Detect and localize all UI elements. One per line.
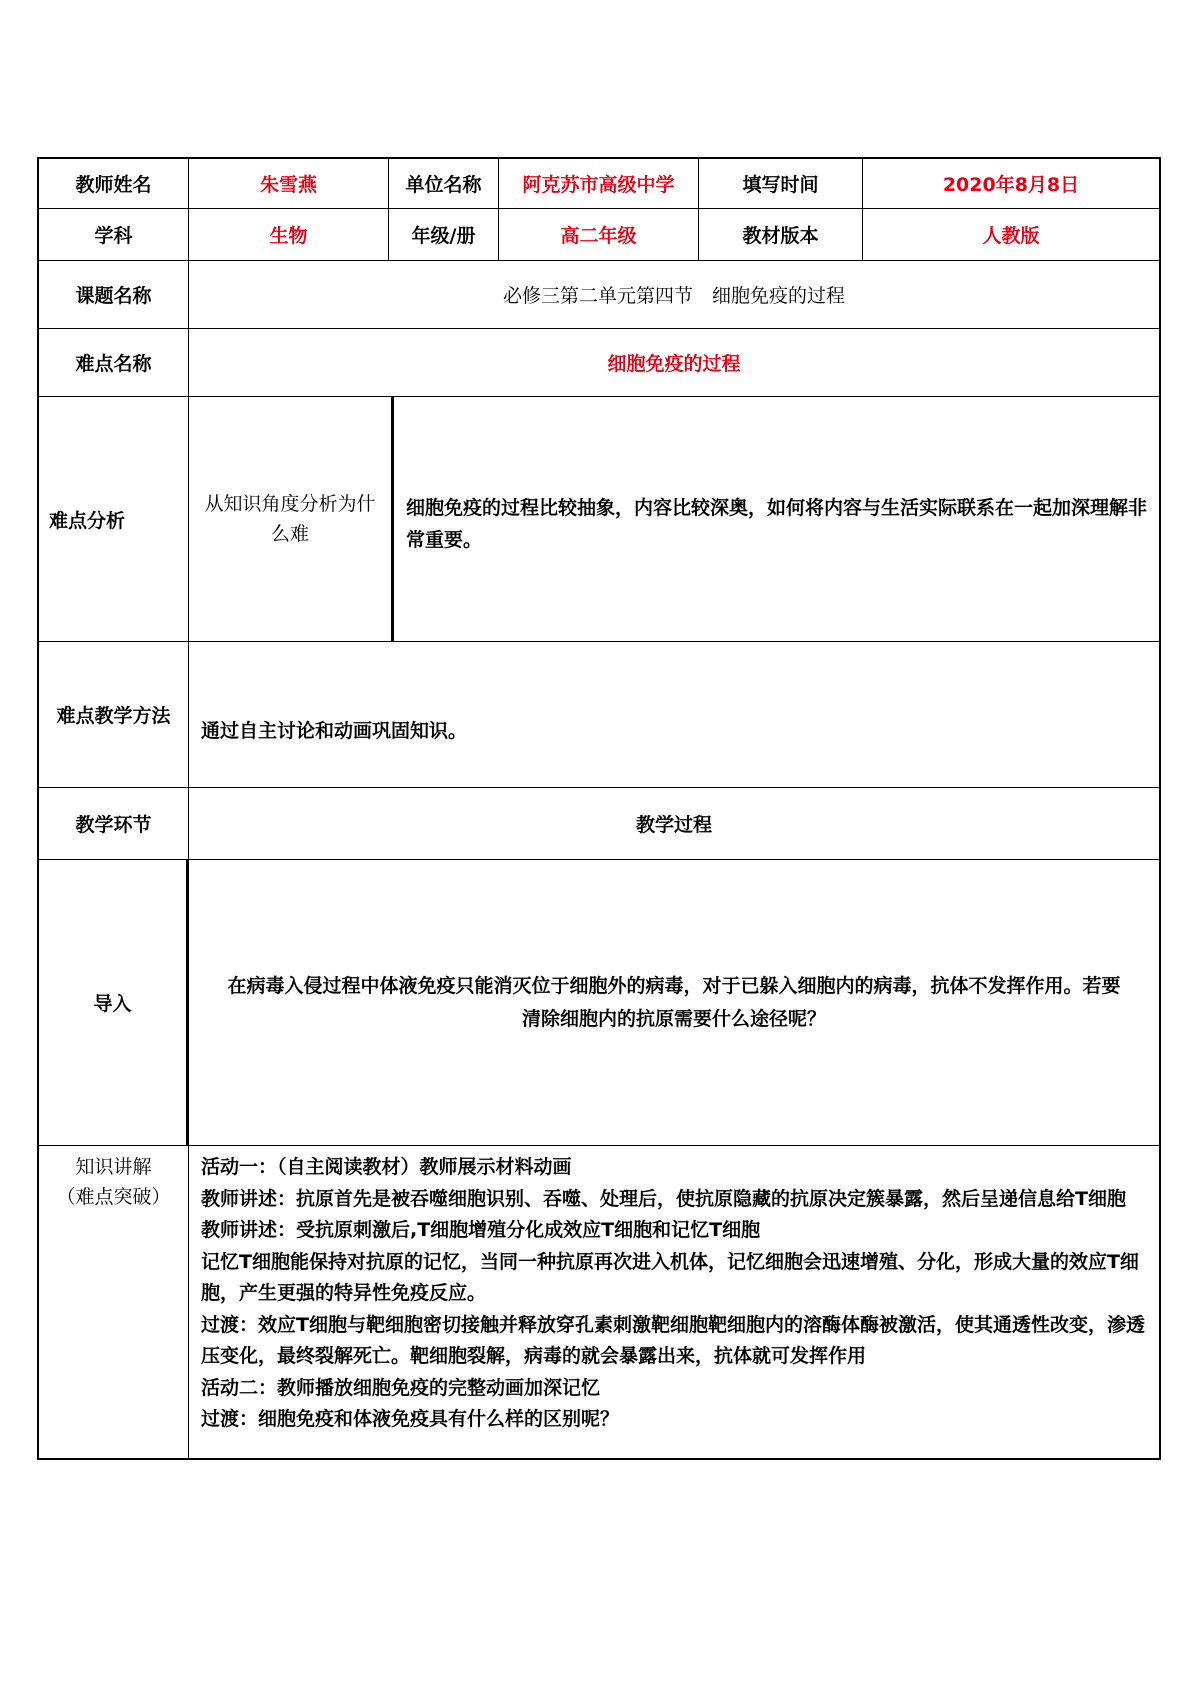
- knowledge-line: 过渡：细胞免疫和体液免疫具有什么样的区别呢？: [201, 1408, 620, 1430]
- header-row-2: [37, 209, 1161, 261]
- analysis-label: 难点分析: [39, 397, 189, 641]
- analysis-row: [37, 397, 1161, 642]
- fill-time-value: 2020年8月8日: [942, 174, 1080, 196]
- intro-label: 导入: [39, 860, 189, 1145]
- grade-label: 年级/册: [389, 209, 499, 260]
- knowledge-label: [39, 1146, 189, 1458]
- unit-label: 单位名称: [389, 159, 499, 208]
- method-label: 难点教学方法: [39, 642, 189, 787]
- unit-value: 阿克苏市高级中学: [499, 159, 699, 208]
- knowledge-line: 教师讲述：抗原首先是被吞噬细胞识别、吞噬、处理后，使抗原隐藏的抗原决定簇暴露，然后呈递信息给T细胞: [201, 1187, 1126, 1210]
- topic-value: 必修三第二单元第四节 细胞免疫的过程: [502, 285, 845, 307]
- intro-row: [37, 860, 1161, 1146]
- process-header-value: 教学过程: [635, 814, 712, 836]
- knowledge-line: 活动一：（自主阅读教材）教师展示材料动画: [201, 1156, 572, 1178]
- difficulty-row: [37, 329, 1161, 397]
- lesson-plan-table: [37, 157, 1161, 1460]
- topic-label: 课题名称: [39, 261, 189, 328]
- knowledge-line: 活动二：教师播放细胞免疫的完整动画加深记忆: [201, 1376, 601, 1399]
- knowledge-line: 过渡：效应T细胞与靶细胞密切接触并释放穿孔素刺激靶细胞靶细胞内的溶酶体酶被激活，使其通透性改变，渗透压变化，最终裂解死亡。靶细胞裂解，病毒的就会暴露出来，抗体就可发挥作用: [201, 1313, 1145, 1367]
- process-header-row: [37, 788, 1161, 860]
- teacher-label: 教师姓名: [39, 159, 189, 208]
- subject-value: 生物: [189, 209, 389, 260]
- knowledge-row: [37, 1146, 1161, 1460]
- knowledge-line: 记忆T细胞能保持对抗原的记忆，当同一种抗原再次进入机体，记忆细胞会迅速增殖、分化，形成大量的效应T细胞，产生更强的特异性免疫反应。: [201, 1250, 1139, 1304]
- intro-value: 在病毒入侵过程中体液免疫只能消灭位于细胞外的病毒，对于已躲入细胞内的病毒，抗体不发挥作用。若要清除细胞内的抗原需要什么途径呢？: [227, 974, 1121, 1030]
- difficulty-value: 细胞免疫的过程: [607, 353, 741, 375]
- topic-row: [37, 261, 1161, 329]
- analysis-sub-label: 从知识角度分析为什么难: [189, 397, 394, 641]
- knowledge-content: [189, 1146, 1159, 1458]
- knowledge-label-line1: 知识讲解: [75, 1156, 152, 1178]
- knowledge-line: 教师讲述：受抗原刺激后,T细胞增殖分化成效应T细胞和记忆T细胞: [201, 1219, 761, 1241]
- subject-label: 学科: [39, 209, 189, 260]
- process-header-label: 教学环节: [39, 788, 189, 859]
- teacher-value: 朱雪燕: [189, 159, 389, 208]
- analysis-value: 细胞免疫的过程比较抽象，内容比较深奥，如何将内容与生活实际联系在一起加深理解非常重要。: [406, 497, 1148, 551]
- difficulty-label: 难点名称: [39, 329, 189, 396]
- edition-label: 教材版本: [699, 209, 863, 260]
- grade-value: 高二年级: [499, 209, 699, 260]
- fill-time-label: 填写时间: [699, 159, 863, 208]
- method-row: [37, 642, 1161, 788]
- knowledge-label-line2: （难点突破）: [56, 1186, 171, 1208]
- header-row-1: [37, 157, 1161, 209]
- edition-value: 人教版: [982, 225, 1040, 247]
- method-value: 通过自主讨论和动画巩固知识。: [201, 719, 468, 742]
